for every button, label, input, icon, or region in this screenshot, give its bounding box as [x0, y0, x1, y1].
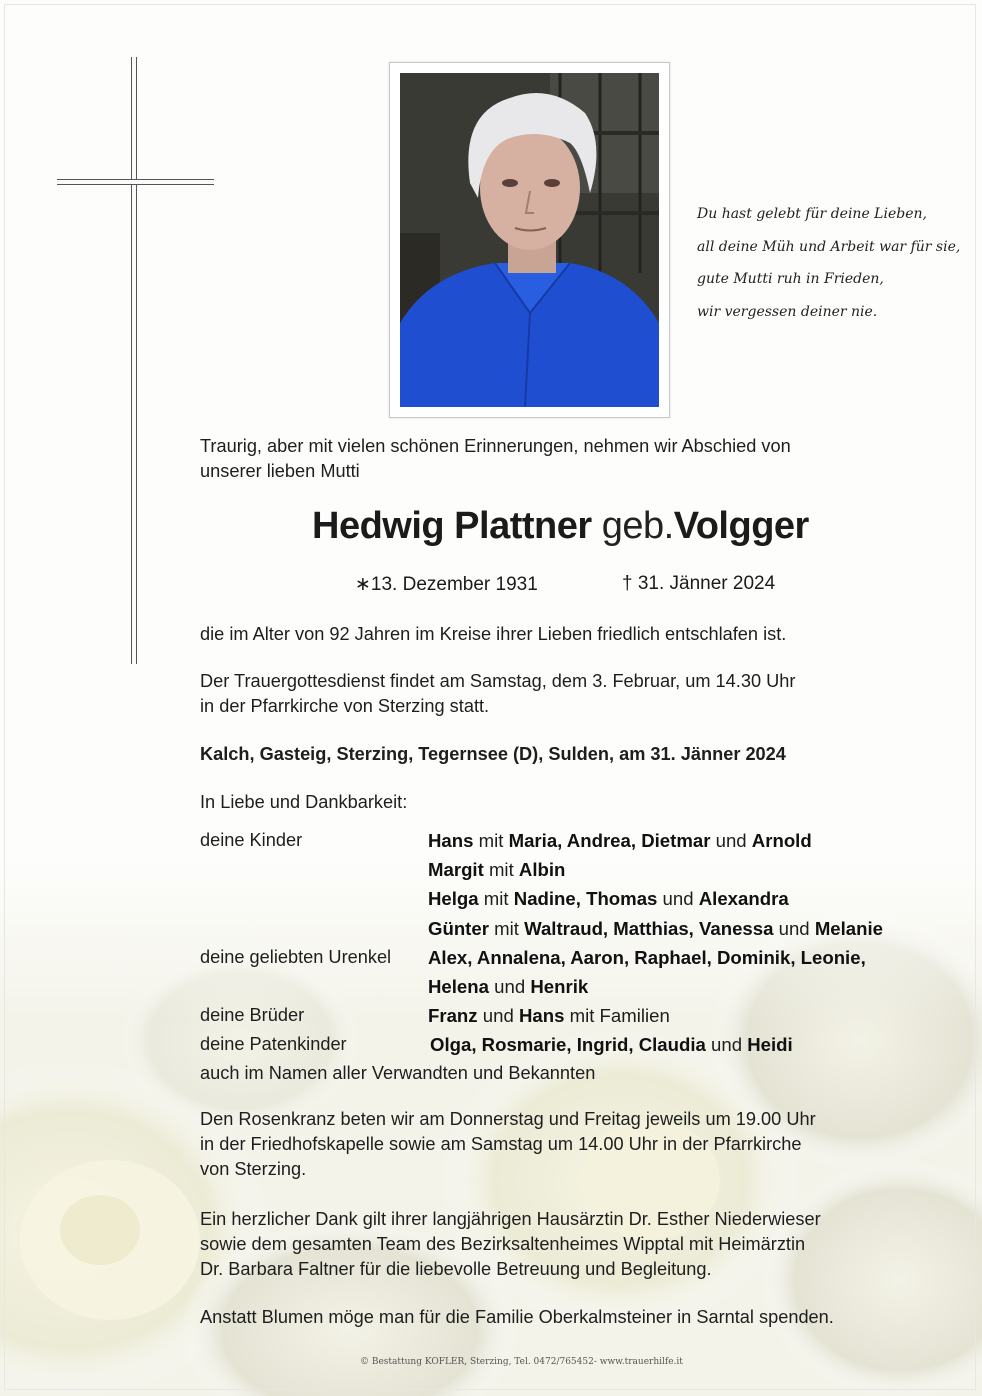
- name-first: Hedwig Plattner: [312, 505, 592, 547]
- service-line: Der Trauergottesdienst findet am Samstag, dem 3. Februar, um 14.30 Uhr: [200, 671, 796, 691]
- flowers-note: Anstatt Blumen möge man für die Familie Oberkalmsteiner in Sarntal spenden.: [200, 1307, 834, 1327]
- deceased-name: [312, 505, 809, 548]
- children-line: Hans mit Maria, Andrea, Dietmar und Arnold: [428, 830, 812, 851]
- name-geb: geb.: [601, 505, 674, 547]
- portrait-photo: [400, 73, 659, 407]
- place-date: Kalch, Gasteig, Sterzing, Tegernsee (D), Sulden, am 31. Jänner 2024: [200, 744, 786, 764]
- death-date: † 31. Jänner 2024: [622, 573, 776, 594]
- intro-line: unserer lieben Mutti: [200, 461, 360, 481]
- brothers-label: deine Brüder: [200, 1005, 305, 1025]
- thank-line: Dr. Barbara Faltner für die liebevolle Betreuung und Begleitung.: [200, 1259, 712, 1279]
- thank-line: sowie dem gesamten Team des Bezirksaltenheimes Wipptal mit Heimärztin: [200, 1234, 806, 1254]
- godchildren-label: deine Patenkinder: [200, 1034, 347, 1054]
- rosary-line: in der Friedhofskapelle sowie am Samstag um 14.00 Uhr in der Pfarrkirche: [200, 1134, 802, 1154]
- age-line: die im Alter von 92 Jahren im Kreise ihrer Lieben friedlich entschlafen ist.: [200, 624, 787, 644]
- rosary-line: von Sterzing.: [200, 1159, 307, 1179]
- greatgrand-label: deine geliebten Urenkel: [200, 947, 392, 967]
- poem-line: all deine Müh und Arbeit war für sie,: [697, 238, 961, 255]
- service-line: in der Pfarrkirche von Sterzing statt.: [200, 696, 490, 716]
- service-text: [200, 669, 795, 719]
- portrait-frame: [389, 62, 670, 418]
- poem-line: wir vergessen deiner nie.: [697, 303, 878, 320]
- birth-date: ∗13. Dezember 1931: [355, 574, 538, 595]
- brothers-line: Franz und Hans mit Familien: [428, 1005, 670, 1026]
- thank-line: Ein herzlicher Dank gilt ihrer langjährigen Hausärztin Dr. Esther Niederwieser: [200, 1209, 821, 1229]
- thanks-intro: In Liebe und Dankbarkeit:: [200, 792, 408, 812]
- cross-symbol-bar: [57, 179, 214, 185]
- greatgrand-line: Alex, Annalena, Aaron, Raphael, Dominik, Leonie,: [428, 947, 866, 968]
- children-line: Helga mit Nadine, Thomas und Alexandra: [428, 888, 789, 909]
- name-maiden: Volgger: [673, 505, 809, 547]
- poem-line: gute Mutti ruh in Frieden,: [697, 271, 884, 287]
- intro-text: [200, 434, 791, 484]
- children-line: Günter mit Waltraud, Matthias, Vanessa und Melanie: [428, 918, 884, 939]
- rosary-text: [200, 1107, 816, 1182]
- greatgrand-line: Helena und Henrik: [428, 976, 589, 997]
- godchildren-line: Olga, Rosmarie, Ingrid, Claudia und Heidi: [430, 1034, 793, 1055]
- poem-line: Du hast gelebt für deine Lieben,: [697, 206, 927, 222]
- rosary-line: Den Rosenkranz beten wir am Donnerstag und Freitag jeweils um 19.00 Uhr: [200, 1109, 816, 1129]
- children-label: deine Kinder: [200, 830, 303, 850]
- footer-credit: © Bestattung KOFLER, Sterzing, Tel. 0472/765452- www.trauerhilfe.it: [360, 1357, 683, 1367]
- poem: [697, 198, 960, 328]
- cross-symbol: [131, 57, 137, 664]
- children-line: Margit mit Albin: [428, 859, 566, 880]
- relatives-closing: auch im Namen aller Verwandten und Bekannten: [200, 1063, 596, 1083]
- intro-line: Traurig, aber mit vielen schönen Erinnerungen, nehmen wir Abschied von: [200, 436, 791, 456]
- thank-doctor-text: [200, 1207, 821, 1282]
